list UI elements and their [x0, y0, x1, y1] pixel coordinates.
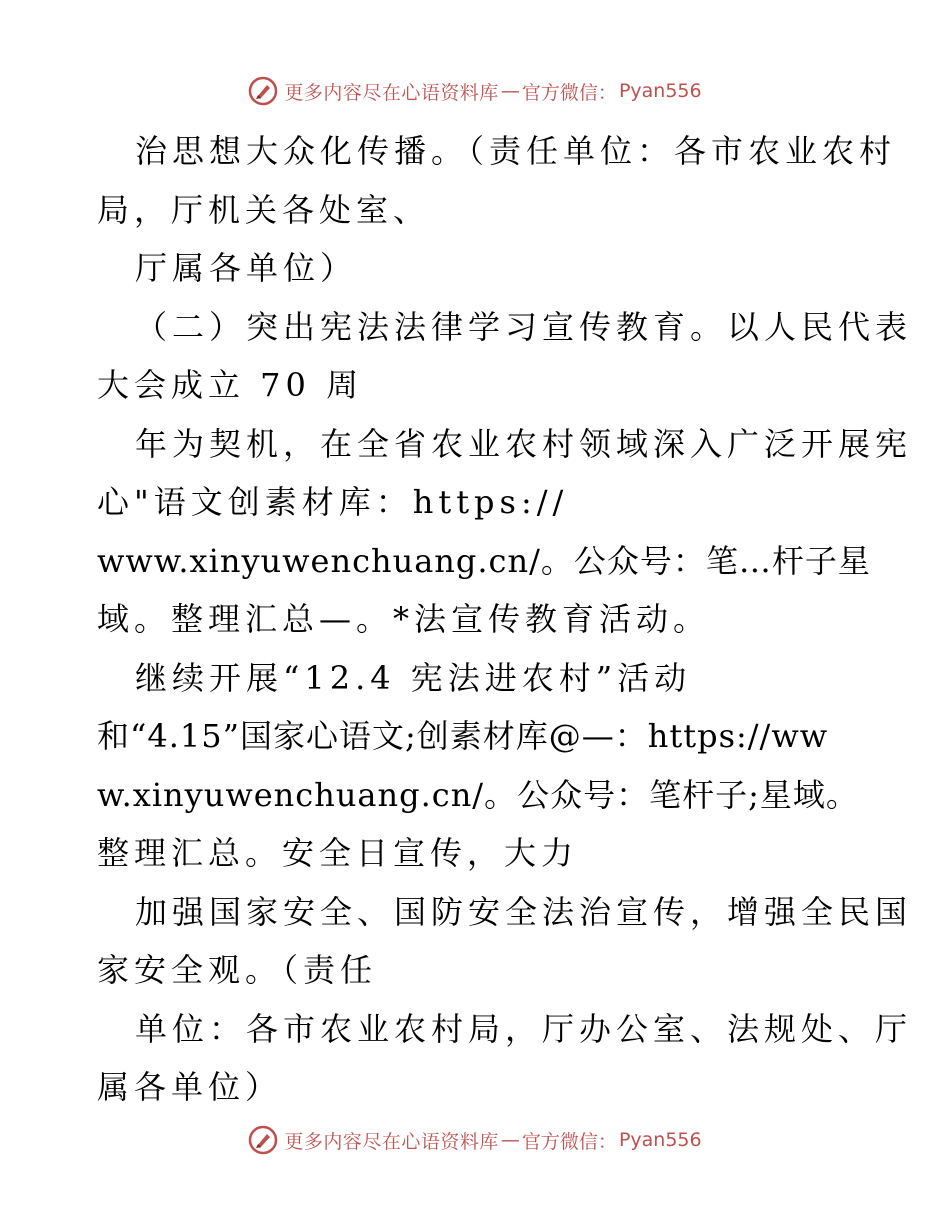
watermark-wechat-label: 官方微信：	[521, 81, 617, 104]
text-line: 继续开展“12.4 宪法进农村”活动	[135, 658, 692, 697]
text-line: 整理汇总。安全日宣传，大力	[97, 834, 579, 872]
text-line: 属各单位）	[97, 1068, 283, 1106]
text-line: 治思想大众化传播。（责任单位：各市农业农村	[135, 132, 897, 170]
text-line: （二）突出宪法法律学习宣传教育。以人民代表	[135, 307, 913, 346]
text-line: w.xinyuwenchuang.cn/。公众号：笔杆子;星域。	[97, 775, 859, 814]
text-line: www.xinyuwenchuang.cn/。公众号：笔…杆子星	[97, 541, 871, 580]
text-line: 大会成立 70 周	[97, 366, 364, 404]
document-body	[97, 122, 913, 1117]
logo-icon	[248, 1125, 278, 1155]
watermark-wechat-label: 官方微信：	[521, 1130, 617, 1153]
watermark-text: 更多内容尽在心语资料库	[284, 1130, 499, 1153]
watermark-wechat-id: Pyan556	[618, 80, 702, 102]
text-line: 局，厅机关各处室、	[97, 190, 431, 229]
logo-icon	[248, 76, 278, 106]
text-line: 家安全观。（责任	[97, 951, 378, 989]
watermark-separator: —	[500, 80, 520, 102]
text-line: 加强国家安全、国防安全法治宣传，增强全民国	[135, 892, 913, 931]
watermark-wechat-id: Pyan556	[618, 1129, 702, 1151]
watermark-separator: —	[500, 1129, 520, 1151]
watermark-text: 更多内容尽在心语资料库	[284, 81, 499, 104]
footer-watermark	[0, 1120, 950, 1160]
text-line: 心"语文创素材库：https://	[97, 483, 569, 521]
text-line: 域。整理汇总—。*法宣传教育活动。	[97, 600, 711, 638]
header-watermark	[0, 71, 950, 111]
text-line: 厅属各单位）	[135, 249, 358, 287]
text-line: 单位：各市农业农村局，厅办公室、法规处、厅	[135, 1009, 913, 1048]
text-line: 和“4.15”国家心语文;创素材库@—：https://ww	[97, 717, 829, 755]
text-line: 年为契机，在全省农业农村领域深入广泛开展宪	[135, 424, 913, 463]
